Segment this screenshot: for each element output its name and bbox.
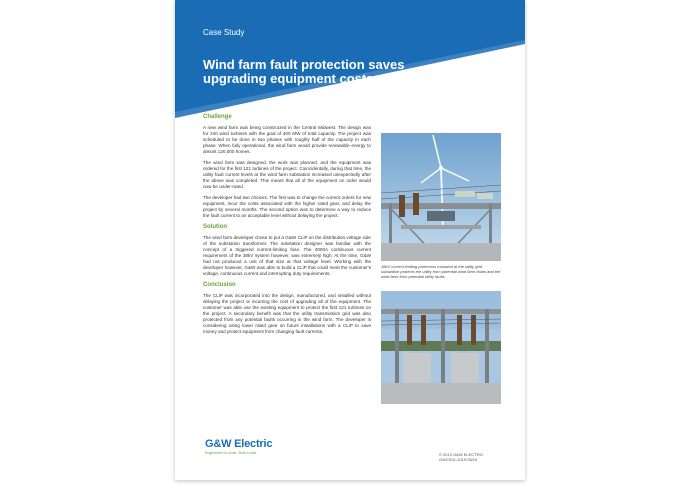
conclusion-heading: Conclusion (203, 282, 236, 288)
case-study-sheet (175, 0, 525, 480)
photo-caption: 38kV current limiting protectors mounted at the utility grid substation protects the utility from potential wind farm faults and the wind farm from potential utility faults. (381, 264, 501, 279)
solution-paragraph: The wind farm developer chose to put a G&W CLiP on the distribution voltage side of the substation transformer. The substation designer was familiar with the concept of a triggered current-limiting fuse. The 4000A continuous current requirement of the 38kV system however, was extremely high. At the time, G&W had not produced a unit of that size at that voltage level. Working with the developer however, G&W was able to build a CLiP that could meet the customer's voltage, continuous current and interrupting duty requirements. (203, 235, 371, 276)
header-banner (175, 0, 525, 118)
document-code: GWCS01-2019.05/19 (439, 457, 478, 462)
challenge-paragraph-1: A new wind farm was being constructed in the Central Midwest. The design was for 240 wind turbines with the goal of 400 MW of total capacity. The project was scheduled to be done in two phases with roughly half of the capacity in each phase. When fully operational, the wind farm would provide renewable energy to almost 120,000 homes. (203, 125, 371, 154)
footer-info (439, 452, 484, 462)
page-title: Wind farm fault protection saves upgrading equipment costs (203, 57, 405, 86)
challenge-heading: Challenge (203, 114, 232, 120)
article-body (203, 114, 371, 340)
substation-equipment-photo (381, 291, 501, 404)
challenge-paragraph-3: The developer had two choices. The first was to change the current orders for new equipment, incur the costs associated with the higher rated gear, and delay the project by several months. The second option was to determine a way to reduce the fault current to an acceptable level without delaying the project. (203, 195, 371, 218)
gw-electric-logo (205, 438, 272, 455)
wind-turbine-substation-photo (381, 133, 501, 261)
logo-tagline: Engineered to order. Built to last. (205, 451, 258, 455)
case-study-label: Case Study (203, 28, 245, 37)
solution-heading: Solution (203, 224, 227, 230)
copyright-text: © 2019 G&W ELECTRIC (439, 452, 484, 457)
logo-text: G&W Electric (205, 438, 273, 450)
conclusion-paragraph: The CLiP was incorporated into the design, manufactured, and installed without delaying the project or incurring the cost of upgrading all of the equipment. The customer was able use the existing equipment to protect the first 121 turbines on the project. A secondary benefit was that the utility transmission grid was also protected from any potential faults occurring in the wind farm. The developer is considering using lower rated gear on future installations with a CLiP to save money and protect equipment from changing fault currents. (203, 293, 371, 334)
challenge-paragraph-2: The wind farm was designed, the work was planned, and the equipment was ordered for the first 121 turbines of the project. Coincidentally, during that time, the utility fault current levels at the wind farm substation increased unexpectedly after the above was completed. This meant that all of the equipment on order would now be under-rated. (203, 160, 371, 189)
